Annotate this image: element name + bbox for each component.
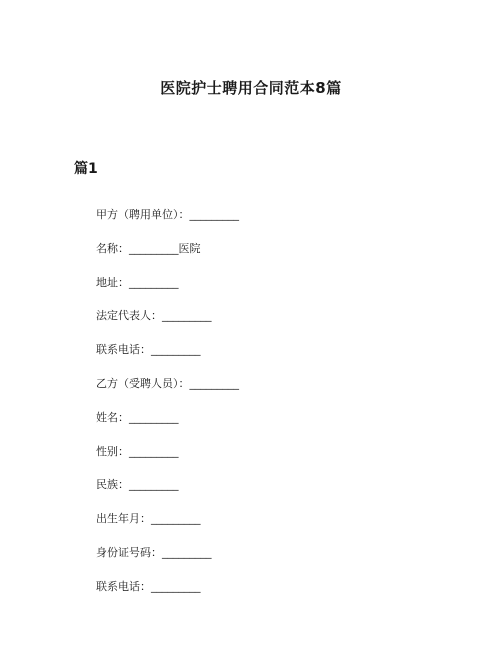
- section-heading: 篇1: [74, 161, 98, 177]
- field-party-b-birth-date: 出生年月：_________: [96, 512, 201, 526]
- field-party-b-id-number: 身份证号码：_________: [96, 545, 212, 559]
- field-party-a-name: 名称：_________医院: [96, 241, 201, 255]
- field-party-b: 乙方（受聘人员）：_________: [96, 376, 239, 390]
- field-party-a-address: 地址：_________: [96, 275, 179, 289]
- field-party-b-ethnicity: 民族：_________: [96, 478, 179, 492]
- field-party-a: 甲方（聘用单位）：_________: [96, 208, 239, 221]
- document-title: 医院护士聘用合同范本8篇: [160, 79, 342, 97]
- field-party-b-gender: 性别：_________: [96, 444, 179, 458]
- contract-field-list: [96, 207, 239, 613]
- field-party-b-name: 姓名：_________: [96, 410, 179, 424]
- field-party-b-phone: 联系电话：_________: [96, 579, 201, 593]
- field-legal-representative: 法定代表人：_________: [96, 309, 212, 323]
- field-party-a-phone: 联系电话：_________: [96, 343, 201, 357]
